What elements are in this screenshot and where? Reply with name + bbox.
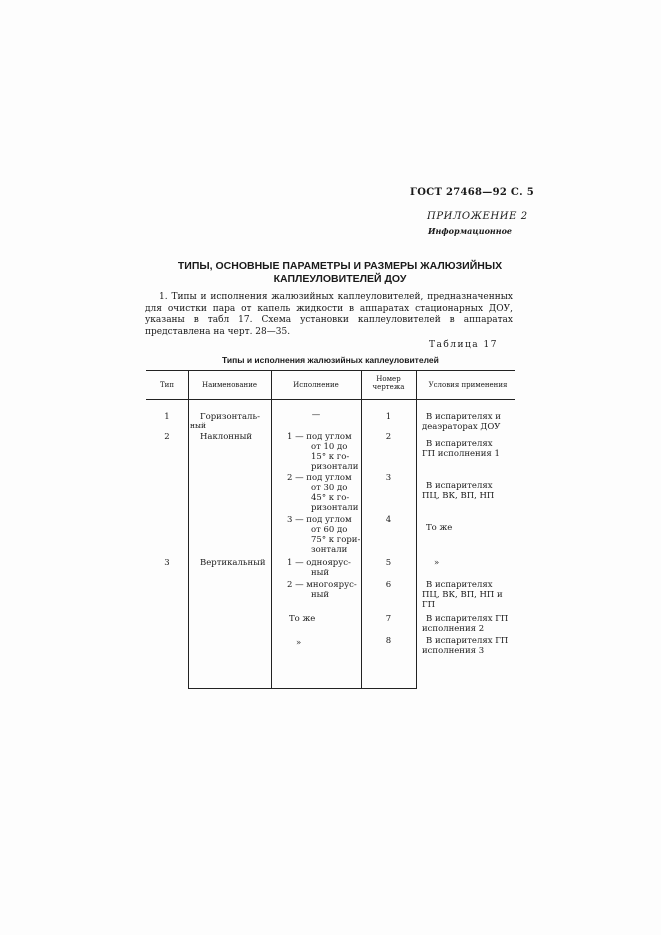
row4-version-line-1: 3 — под углом [287, 515, 352, 525]
row7-conditions [422, 614, 509, 634]
row8-conditions-line-1: В испарителях ГП [426, 636, 509, 646]
row4-version-line-2: от 60 до [311, 525, 348, 535]
row1-conditions-line-2: деаэраторах ДОУ [422, 422, 501, 432]
page-header: ГОСТ 27468—92 С. 5 [410, 187, 534, 198]
title-line-2: КАПЛЕУЛОВИТЕЛЕЙ ДОУ [273, 273, 407, 285]
row5-conditions: » [434, 558, 440, 568]
row1-type: 1 [164, 412, 170, 422]
row2-version-line-4: ризонтали [311, 462, 359, 472]
row5-version-line-2: ный [311, 568, 330, 578]
row4-conditions: То же [426, 523, 453, 533]
row6-version-line-1: 2 — многоярус- [287, 580, 357, 590]
row7-version: То же [289, 614, 316, 624]
row6-conditions [422, 580, 503, 610]
row1-conditions [422, 412, 501, 432]
row6-drawing: 6 [385, 580, 392, 590]
row2-version-line-2: от 10 до [311, 442, 348, 452]
row4-drawing: 4 [385, 515, 392, 525]
row8-conditions-line-2: исполнения 3 [422, 646, 485, 656]
row1-name-line-2: ный [190, 421, 206, 430]
col-header-type: Тип [160, 381, 174, 389]
table-title: Типы и исполнения жалюзийных каплеуловителей [222, 355, 439, 365]
row2-type: 2 [164, 432, 170, 442]
row8-version: » [296, 638, 302, 648]
row6-version-line-2: ный [311, 590, 330, 600]
row1-conditions-line-1: В испарителях и [426, 412, 501, 422]
intro-paragraph [145, 292, 513, 338]
row1-version: — [311, 410, 321, 420]
row3-conditions-line-2: ПЦ, ВК, ВП, НП [422, 491, 495, 501]
row1-drawing: 1 [385, 412, 392, 422]
row2-version-line-3: 15° к го- [311, 452, 350, 462]
row7-drawing: 7 [385, 614, 392, 624]
document-title [140, 260, 540, 286]
table-divider [416, 370, 417, 688]
appendix-label: ПРИЛОЖЕНИЕ 2 [427, 211, 528, 222]
row3-version [287, 473, 358, 513]
row2-version [287, 432, 358, 472]
row3-version-line-1: 2 — под углом [287, 473, 352, 483]
row6-conditions-line-3: ГП [422, 600, 436, 610]
row7-conditions-line-1: В испарителях ГП [426, 614, 509, 624]
title-line-1: ТИПЫ, ОСНОВНЫЕ ПАРАМЕТРЫ И РАЗМЕРЫ ЖАЛЮЗИЙНЫХ [177, 260, 503, 272]
row3-drawing: 3 [385, 473, 392, 483]
table-bottom-rule [188, 688, 417, 689]
row5-name: Вертикальный [200, 558, 266, 568]
row2-conditions [422, 439, 500, 459]
row3-version-line-2: от 30 до [311, 483, 348, 493]
row5-type: 3 [164, 558, 170, 568]
row3-version-line-4: ризонтали [311, 503, 359, 513]
intro-text: 1. Типы и исполнения жалюзийных каплеуловителей, предназначенных для очистки пара от капель жидкости в аппаратах стационарных ДОУ, указаны в табл 17. Схема установки каплеуловителей в аппаратах представлена на черт. 28—35. [145, 292, 513, 337]
row4-version-line-3: 75° к гори- [311, 535, 361, 545]
col-header-drawing-line-2: чертежа [372, 383, 405, 391]
table-top-rule [146, 370, 515, 371]
col-header-drawing-line-1: Номер [376, 375, 401, 383]
row4-version [287, 515, 360, 555]
row1-name-line-1: Горизонталь- [200, 412, 260, 422]
row6-version [287, 580, 357, 600]
row2-drawing: 2 [385, 432, 392, 442]
row4-version-line-4: зонтали [311, 545, 348, 555]
row1-name [190, 412, 260, 430]
col-header-name: Наименование [202, 381, 257, 389]
col-header-version: Исполнение [293, 381, 339, 389]
row3-version-line-3: 45° к го- [311, 493, 350, 503]
row5-version-line-1: 1 — одноярус- [287, 558, 351, 568]
table-number: Таблица 17 [429, 340, 498, 350]
row8-drawing: 8 [385, 636, 392, 646]
row6-conditions-line-1: В испарителях [426, 580, 493, 590]
row7-conditions-line-2: исполнения 2 [422, 624, 485, 634]
col-header-drawing [361, 375, 416, 391]
row6-conditions-line-2: ПЦ, ВК, ВП, НП и [422, 590, 503, 600]
row2-name: Наклонный [200, 432, 253, 442]
table-header-rule [146, 399, 515, 400]
row2-conditions-line-2: ГП исполнения 1 [422, 449, 500, 459]
col-header-conditions: Условия применения [428, 381, 508, 389]
appendix-note: Информационное [428, 226, 512, 236]
row8-conditions [422, 636, 509, 656]
row3-conditions [422, 481, 495, 501]
table-divider [188, 370, 189, 688]
row5-drawing: 5 [385, 558, 392, 568]
row5-version [287, 558, 351, 578]
row2-conditions-line-1: В испарителях [426, 439, 493, 449]
row3-conditions-line-1: В испарителях [426, 481, 493, 491]
row2-version-line-1: 1 — под углом [287, 432, 352, 442]
